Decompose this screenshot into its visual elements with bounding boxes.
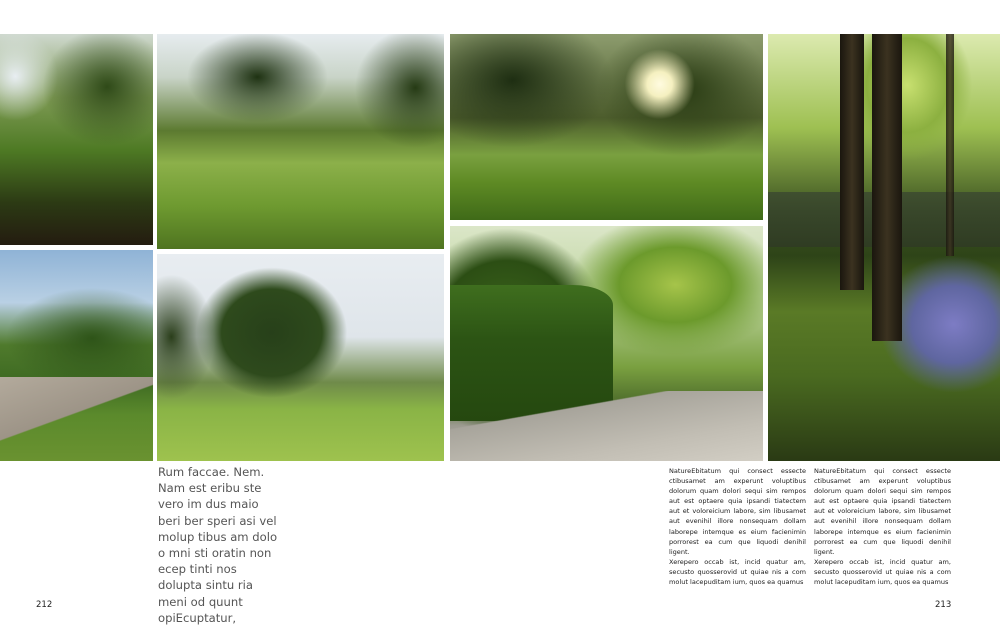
photo-gunnera-lawn [0, 34, 153, 245]
photo-gravel-path-yews [0, 250, 153, 461]
tree-trunk [840, 34, 864, 290]
photo-lone-tree-lawn [157, 254, 444, 461]
photo-hedge-cobbled-drive [450, 226, 763, 461]
page-number-right: 213 [935, 600, 952, 610]
page-number-left: 212 [36, 600, 53, 610]
tree-trunk [872, 34, 902, 341]
body-paragraph: NatureEbitatum qui consect essecte ctibusamet am experunt voluptibus dolorum quam dolori sequi sim rempos aut est optaere quia ipsandi tiatectem aut et voloreicium labore, sim libusamet aut evenihil illore nonsequam dollam laborepe intemque es eium facienimin porrorest ea cum que liquodi denihil ligent. [669, 467, 806, 556]
photo-trees-sunburst [450, 34, 763, 220]
body-paragraph: Xerepero occab ist, incid quatur am, secusto quosserovid ut quiae nis a com molut lacepuditam ium, quos ea quamus [814, 557, 951, 587]
tree-trunk [946, 34, 954, 256]
photo-bluebells-trunks [768, 34, 1000, 461]
pull-quote: Rum faccae. Nem. Nam est eribu ste vero im dus maio beri ber speri asi vel molup tibus am dolo o mni sti oratin non ecep tinti nos dolupta sintu ria meni od quunt opiEcuptatur, [158, 465, 278, 625]
photo-sloping-lawn [157, 34, 444, 249]
gravel-path [0, 377, 153, 461]
body-paragraph: NatureEbitatum qui consect essecte ctibusamet am experunt voluptibus dolorum quam dolori sequi sim rempos aut est optaere quia ipsandi tiatectem aut et voloreicium labore, sim libusamet aut evenihil illore nonsequam dollam laborepe intemque es eium facienimin porrorest ea cum que liquodi denihil ligent. [814, 467, 951, 556]
cobbled-drive [450, 391, 763, 462]
body-text-column-1 [669, 466, 806, 587]
body-text-column-2 [814, 466, 951, 587]
body-paragraph: Xerepero occab ist, incid quatur am, secusto quosserovid ut quiae nis a com molut lacepuditam ium, quos ea quamus [669, 557, 806, 587]
